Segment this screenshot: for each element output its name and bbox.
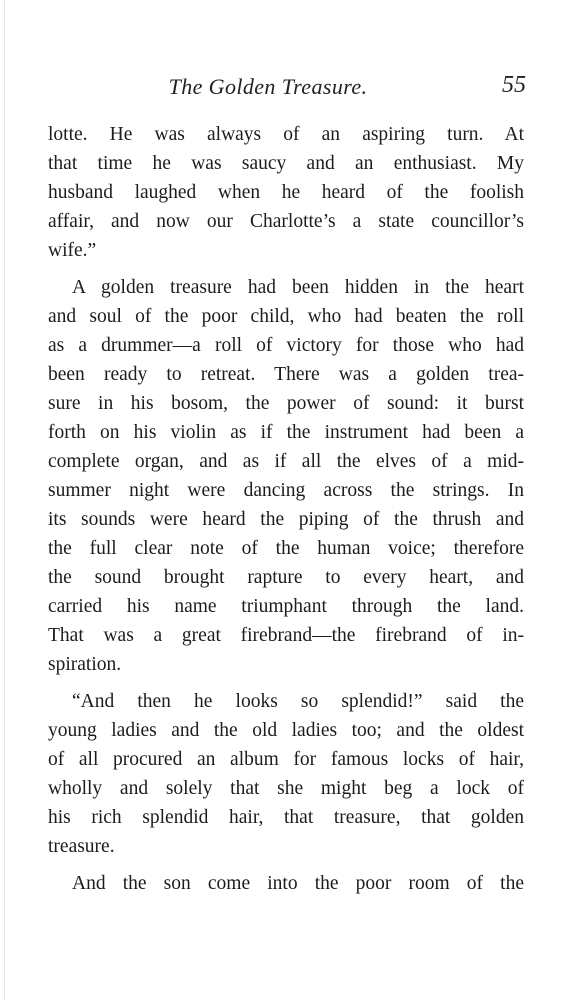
body-text (48, 120, 524, 898)
text-line: been ready to retreat. There was a golden trea- (48, 364, 524, 385)
text-line: A golden treasure had been hidden in the heart (72, 277, 524, 298)
text-line: complete organ, and as if all the elves of a mid- (48, 451, 524, 472)
text-line: And the son come into the poor room of the (72, 873, 524, 894)
page-number: 55 (502, 72, 526, 98)
text-line: that time he was saucy and an enthusiast. My (48, 153, 524, 174)
text-line: wholly and solely that she might beg a lock of (48, 778, 524, 799)
paragraph (48, 687, 524, 861)
text-line: That was a great firebrand—the firebrand of in- (48, 625, 524, 646)
paragraph (48, 273, 524, 679)
paragraph (48, 120, 524, 265)
page-edge-line (4, 0, 5, 1000)
text-line: lotte. He was always of an aspiring turn. At (48, 124, 524, 145)
text-line: wife.” (48, 240, 97, 261)
page-header (48, 72, 528, 112)
text-line: the full clear note of the human voice; therefore (48, 538, 524, 559)
text-line: husband laughed when he heard of the foolish (48, 182, 524, 203)
text-line: young ladies and the old ladies too; and the oldest (48, 720, 524, 741)
text-line: summer night were dancing across the strings. In (48, 480, 524, 501)
text-line: treasure. (48, 836, 115, 857)
text-line: “And then he looks so splendid!” said the (72, 691, 524, 712)
text-line: spiration. (48, 654, 122, 675)
text-line: forth on his violin as if the instrument had been a (48, 422, 524, 443)
text-line: its sounds were heard the piping of the thrush and (48, 509, 524, 530)
text-line: his rich splendid hair, that treasure, that golden (48, 807, 524, 828)
text-line: carried his name triumphant through the land. (48, 596, 524, 617)
running-title: The Golden Treasure. (168, 74, 368, 99)
paragraph (48, 869, 524, 898)
text-line: of all procured an album for famous locks of hair, (48, 749, 524, 770)
text-line: and soul of the poor child, who had beaten the roll (48, 306, 524, 327)
text-line: affair, and now our Charlotte’s a state councillor’s (48, 211, 524, 232)
text-line: as a drummer—a roll of victory for those who had (48, 335, 524, 356)
text-line: sure in his bosom, the power of sound: it burst (48, 393, 524, 414)
text-line: the sound brought rapture to every heart, and (48, 567, 524, 588)
